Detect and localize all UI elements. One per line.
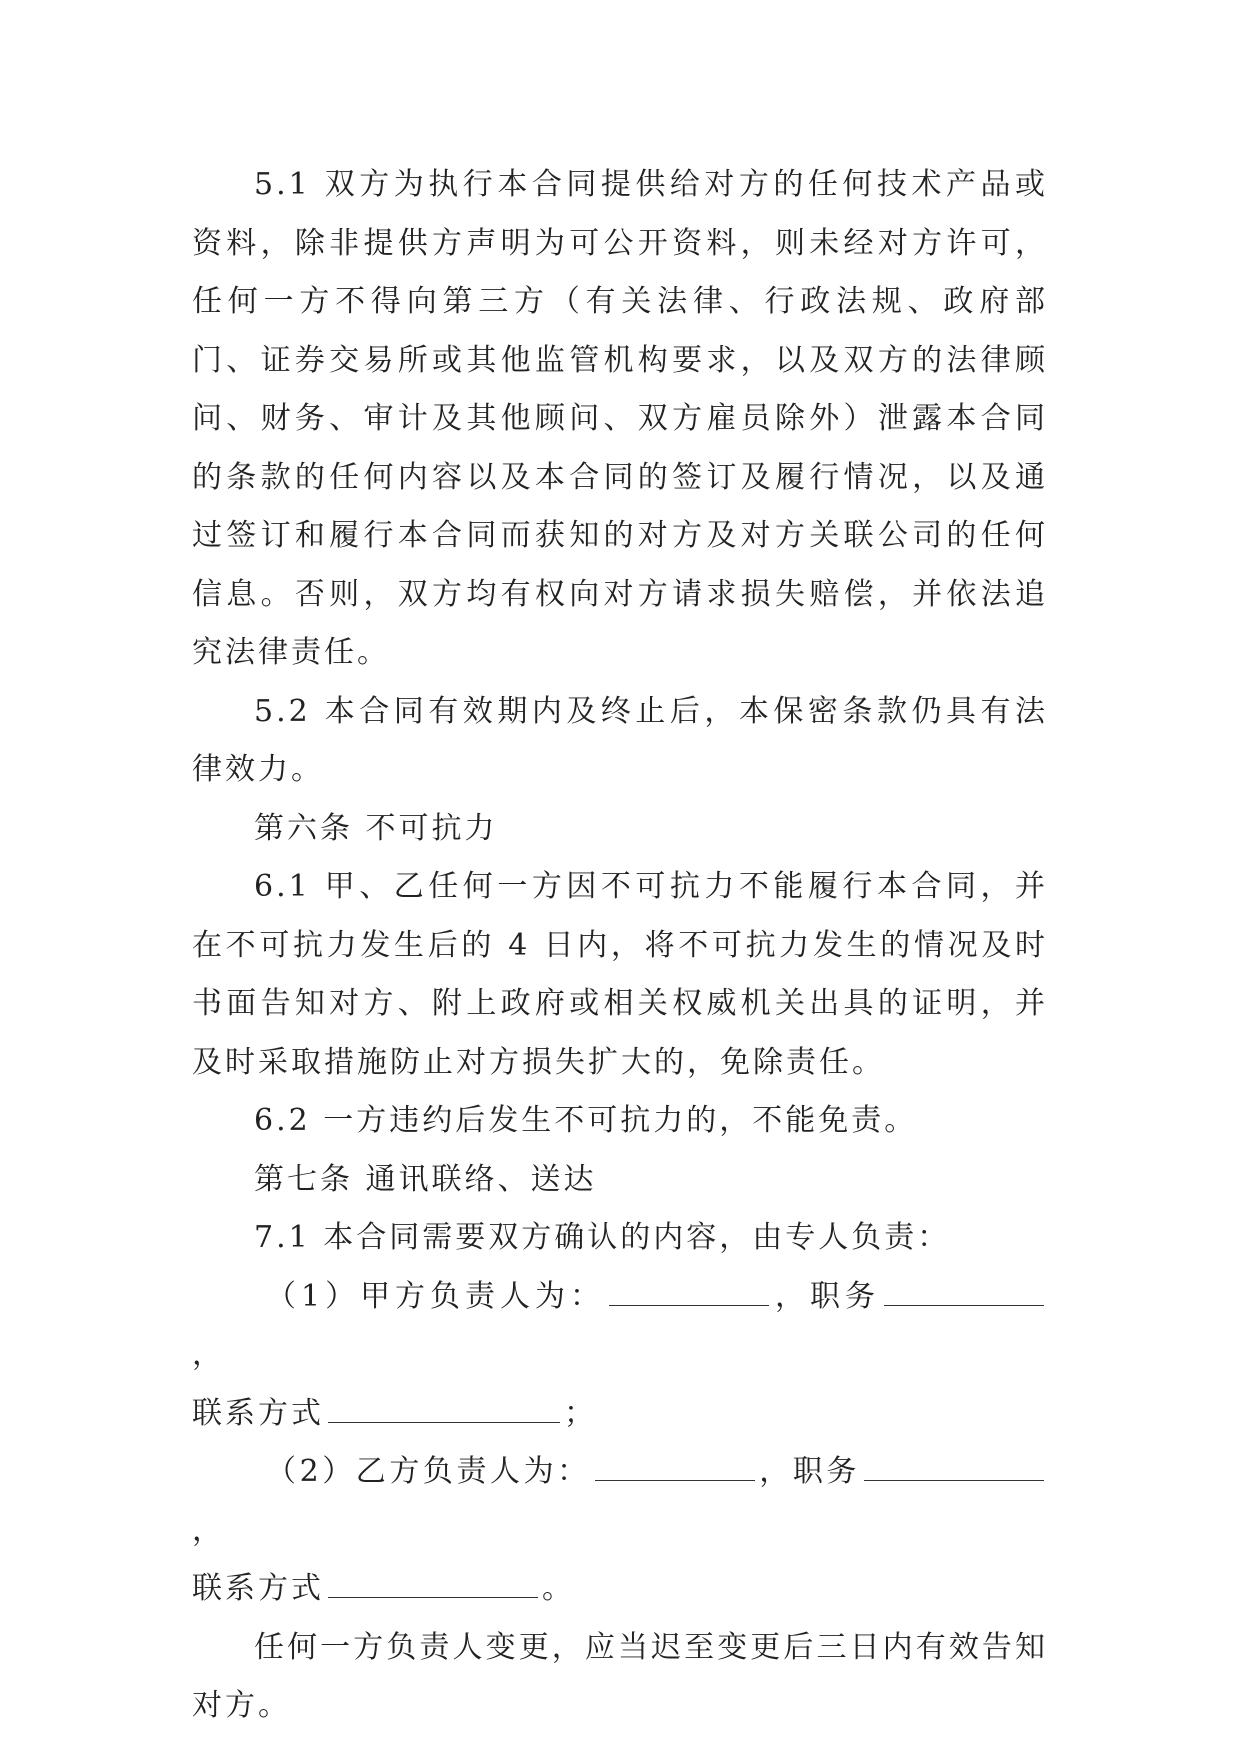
article-6-heading: 第六条 不可抗力 <box>254 810 498 846</box>
party-a-contact-blank[interactable] <box>328 1396 560 1423</box>
party-b-contact-label: 联系方式 <box>192 1571 324 1606</box>
party-b-label: （2）乙方负责人为： <box>266 1454 591 1489</box>
party-b-contact-blank[interactable] <box>328 1571 538 1598</box>
party-b-title-label: ，职务 <box>758 1454 860 1489</box>
party-a-line <box>192 1268 1048 1444</box>
contract-body <box>192 156 1048 1736</box>
party-a-title-label: ，职务 <box>773 1278 881 1314</box>
party-a-end: ； <box>564 1395 597 1431</box>
clause-6-2: 6.2 一方违约后发生不可抗力的，不能免责。 <box>254 1103 918 1138</box>
party-a-title-blank[interactable] <box>884 1279 1044 1306</box>
clause-5-1: 5.1 双方为执行本合同提供给对方的任何技术产品或资料，除非提供方声明为可公开资料，则未经对方许可，任何一方不得向第三方（有关法律、行政法规、政府部门、证券交易所或其他监管机构要求，以及双方的法律顾问、财务、审计及其他顾问、双方雇员除外）泄露本合同的条款的任何内容以及本合同的签订及履行情况，以及通过签订和履行本合同而获知的对方及对方关联公司的任何信息。否则，双方均有权向对方请求损失赔偿，并依法追究法律责任。 <box>192 167 1048 670</box>
clause-7-1: 7.1 本合同需要双方确认的内容，由专人负责： <box>254 1220 951 1255</box>
party-b-comma: ， <box>192 1512 225 1548</box>
party-a-name-blank[interactable] <box>609 1279 769 1306</box>
party-a-comma: ， <box>192 1337 225 1372</box>
article-7-heading: 第七条 通讯联络、送达 <box>254 1161 597 1197</box>
party-b-contact-wrap <box>118 1560 575 1619</box>
change-notice: 任何一方负责人变更，应当迟至变更后三日内有效告知对方。 <box>192 1629 1048 1723</box>
party-a-contact-wrap <box>118 1385 597 1444</box>
clause-5-2: 5.2 本合同有效期内及终止后，本保密条款仍具有法律效力。 <box>192 693 1048 787</box>
clause-6-1: 6.1 甲、乙任何一方因不可抗力不能履行本合同，并在不可抗力发生后的 4 日内，将不可抗力发生的情况及时书面告知对方、附上政府或相关权威机关出具的证明，并及时采取措施防止对方损失扩大的，免除责任。 <box>192 869 1048 1080</box>
party-a-label: （1）甲方负责人为： <box>266 1278 606 1314</box>
party-b-end: 。 <box>542 1571 575 1606</box>
party-b-name-blank[interactable] <box>595 1454 755 1481</box>
party-b-line <box>192 1443 1048 1619</box>
party-b-title-blank[interactable] <box>864 1454 1044 1481</box>
party-a-contact-label: 联系方式 <box>192 1395 324 1431</box>
